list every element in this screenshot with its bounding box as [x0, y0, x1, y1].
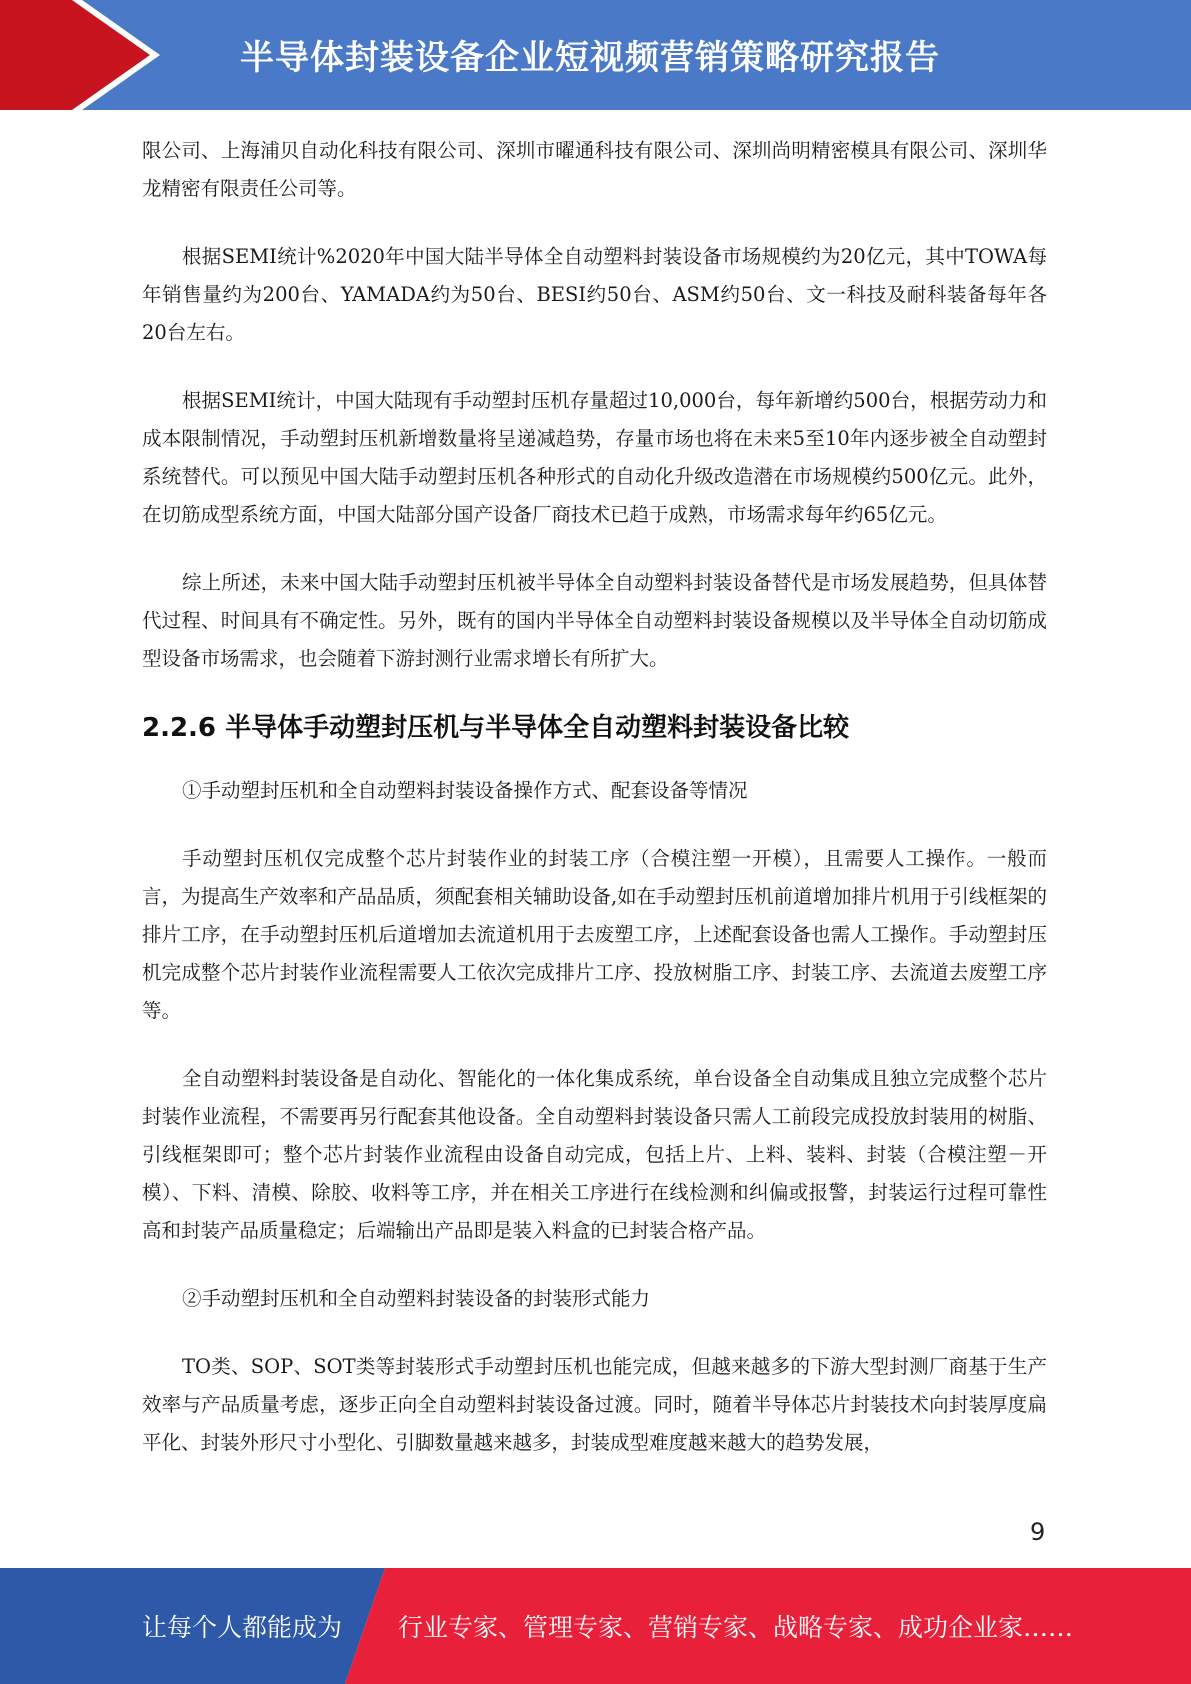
paragraph-package-forms: TO类、SOP、SOT类等封装形式手动塑封压机也能完成，但越来越多的下游大型封测厂商基于生产效率与产品质量考虑，逐步正向全自动塑料封装设备过渡。同时，随着半导体芯片封装技术向封装厚度扁平化、封装外形尺寸小型化、引脚数量越来越多，封装成型难度越来越大的趋势发展， [142, 1355, 1047, 1454]
document-body [142, 132, 1047, 1492]
subheading-operation-mode: ①手动塑封压机和全自动塑料封装设备操作方式、配套设备等情况 [182, 779, 748, 802]
section-heading-2-2-6: 2.2.6 半导体手动塑封压机与半导体全自动塑料封装设备比较 [142, 713, 850, 743]
paragraph-continued: 限公司、上海浦贝自动化科技有限公司、深圳市曜通科技有限公司、深圳尚明精密模具有限公司、深圳华龙精密有限责任公司等。 [142, 139, 1047, 200]
paragraph-manual-press-process: 手动塑封压机仅完成整个芯片封装作业的封装工序（合模注塑一开模），且需要人工操作。一般而言，为提高生产效率和产品品质，须配套相关辅助设备,如在手动塑封压机前道增加排片机用于引线框架的排片工序，在手动塑封压机后道增加去流道机用于去废塑工序，上述配套设备也需人工操作。手动塑封压机完成整个芯片封装作业流程需要人工依次完成排片工序、投放树脂工序、封装工序、去流道去废塑工序等。 [142, 847, 1047, 1022]
paragraph-summary: 综上所述，未来中国大陆手动塑封压机被半导体全自动塑料封装设备替代是市场发展趋势，但具体替代过程、时间具有不确定性。另外，既有的国内半导体全自动塑料封装设备规模以及半导体全自动切筋成型设备市场需求，也会随着下游封测行业需求增长有所扩大。 [142, 571, 1047, 670]
paragraph-auto-equipment-process: 全自动塑料封装设备是自动化、智能化的一体化集成系统，单台设备全自动集成且独立完成整个芯片封装作业流程，不需要再另行配套其他设备。全自动塑料封装设备只需人工前段完成投放封装用的树脂、引线框架即可；整个芯片封装作业流程由设备自动完成，包括上片、上料、装料、封装（合模注塑－开模）、下料、清模、除胶、收料等工序，并在相关工序进行在线检测和纠偏或报警，封装运行过程可靠性高和封装产品质量稳定；后端输出产品即是装入料盒的已封装合格产品。 [142, 1067, 1047, 1242]
footer-slogan-right: 行业专家、管理专家、营销专家、战略专家、成功企业家…… [398, 1613, 1074, 1642]
footer-banner [0, 1568, 1191, 1684]
footer-slogan-left: 让每个人都能成为 [142, 1613, 343, 1642]
report-title: 半导体封装设备企业短视频营销策略研究报告 [240, 38, 940, 78]
paragraph-manual-press-stock: 根据SEMI统计，中国大陆现有手动塑封压机存量超过10,000台，每年新增约500台，根据劳动力和成本限制情况，手动塑封压机新增数量将呈递减趋势，存量市场也将在未来5至10年内逐步被全自动塑封系统替代。可以预见中国大陆手动塑封压机各种形式的自动化升级改造潜在市场规模约500亿元。此外，在切筋成型系统方面，中国大陆部分国产设备厂商技术已趋于成熟，市场需求每年约65亿元。 [142, 389, 1047, 526]
header-banner [0, 0, 1191, 110]
subheading-package-capability: ②手动塑封压机和全自动塑料封装设备的封装形式能力 [182, 1287, 651, 1310]
page-number: 9 [1030, 1518, 1046, 1546]
paragraph-semi-market-size: 根据SEMI统计%2020年中国大陆半导体全自动塑料封装设备市场规模约为20亿元，其中TOWA每年销售量约为200台、YAMADA约为50台、BESI约50台、ASM约50台、文一科技及耐科装备每年各20台左右。 [142, 245, 1047, 344]
header-arrow-decoration [0, 0, 160, 110]
